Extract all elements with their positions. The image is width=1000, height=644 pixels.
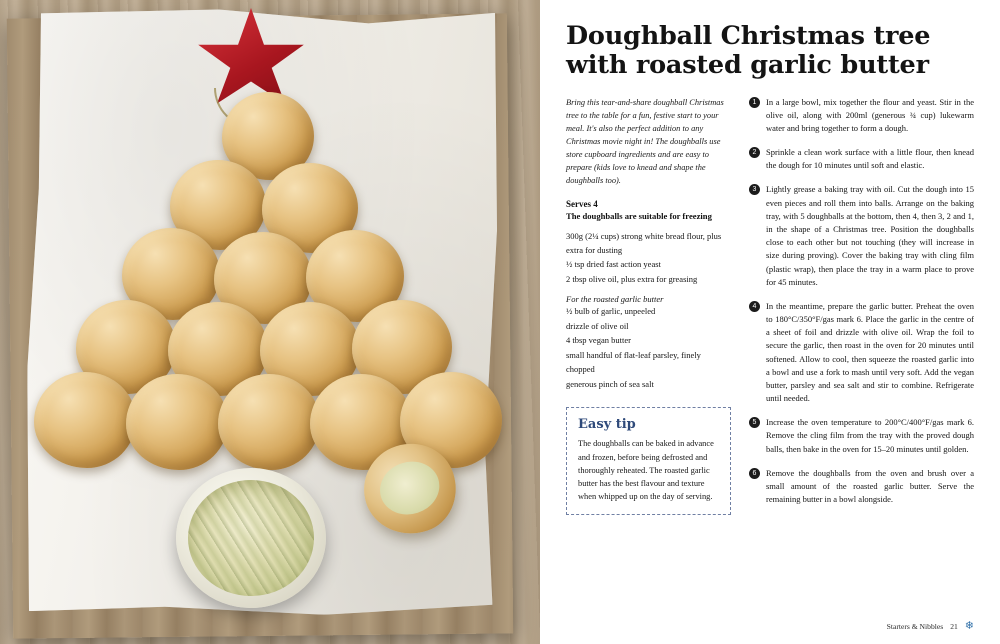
- list-item: 2 tbsp olive oil, plus extra for greasing: [566, 274, 698, 285]
- easy-tip-box: [566, 407, 731, 515]
- snowflake-icon: ❄: [964, 620, 974, 632]
- step-number: 5: [749, 417, 760, 428]
- step-number: 4: [749, 301, 760, 312]
- step-text: Increase the oven temperature to 200°C/400°F/gas mark 6. Remove the cling film from the tray with the proved dough balls, then bake in the oven for 15–20 minutes until golden.: [766, 417, 974, 454]
- list-item: [749, 146, 974, 172]
- ingredients-list: [566, 230, 731, 287]
- step-text: Remove the doughballs from the oven and brush over a small amount of the roasted garlic butter. Serve the remaining butter in a bowl alongside.: [766, 467, 974, 505]
- list-item: [749, 416, 974, 456]
- list-item: drizzle of olive oil: [566, 320, 629, 331]
- step-number: 6: [749, 468, 760, 479]
- list-item: small handful of flat-leaf parsley, finely chopped: [566, 350, 701, 374]
- method-column: [749, 96, 974, 518]
- serves-label: Serves 4: [566, 198, 598, 209]
- freezing-note: The doughballs are suitable for freezing: [566, 210, 712, 221]
- chapter-label: Starters & Nibbles: [886, 622, 944, 631]
- step-number: 2: [749, 147, 760, 158]
- page-number: 21: [950, 622, 958, 631]
- page-title: Doughball Christmas tree with roasted garlic butter: [566, 21, 931, 80]
- step-number: 3: [749, 184, 760, 195]
- recipe-text-page: [540, 0, 1000, 644]
- list-item: [749, 183, 974, 288]
- page-footer: [887, 621, 974, 632]
- garlic-butter-bowl: [176, 468, 326, 608]
- garlic-butter-ingredients-list: [566, 305, 731, 392]
- tip-body: The doughballs can be baked in advance and frozen, before being defrosted and thoroughly reheated. The roasted garlic butter has the best flavour and texture when whipped up on the day of serving.: [578, 439, 714, 501]
- step-text: Sprinkle a clean work surface with a little flour, then knead the dough for 10 minutes until soft and elastic.: [766, 147, 974, 171]
- ingredients-column: [566, 96, 731, 518]
- method-steps: [749, 96, 974, 507]
- step-number: 1: [749, 97, 760, 108]
- recipe-columns: [566, 96, 974, 518]
- doughball: [126, 374, 228, 470]
- list-item: generous pinch of sea salt: [566, 378, 654, 389]
- list-item: [749, 467, 974, 507]
- doughball: [218, 374, 320, 470]
- list-item: 4 tbsp vegan butter: [566, 335, 631, 346]
- step-text: Lightly grease a baking tray with oil. Cut the dough into 15 even pieces and roll them into balls. Arrange on the baking tray, with 5 doughballs at the bottom, then 4, then 3, 2 and 1, in the shape of a Christmas tree. Position the doughballs close to each other but not touching (they will increase in size during proving). Cover the baking tray with cling film (plastic wrap), then place the tray in a warm place to prove for 45 minutes.: [766, 184, 974, 287]
- tip-title: Easy tip: [578, 417, 636, 433]
- list-item: [749, 300, 974, 405]
- garlic-butter-subheading: For the roasted garlic butter: [566, 293, 664, 304]
- step-text: In a large bowl, mix together the flour and yeast. Stir in the olive oil, along with 200ml (generous ¾ cup) lukewarm water and bring together to form a dough.: [766, 96, 974, 133]
- step-text: In the meantime, prepare the garlic butter. Preheat the oven to 180°C/350°F/gas mark 6. Place the garlic in the centre of a sheet of foil and drizzle with olive oil. Wrap the foil to secure the garlic, then roast in the oven for 20 minutes until softened. Allow to cool, then squeeze the roasted garlic into a bowl and use a fork to mash until very soft. Add the vegan butter, parsley and sea salt and stir to combine. Refrigerate until needed.: [766, 300, 974, 404]
- butter-spread: [373, 454, 446, 522]
- doughball: [34, 372, 136, 468]
- list-item: ½ tsp dried fast action yeast: [566, 259, 661, 270]
- list-item: [749, 96, 974, 136]
- list-item: 300g (2¼ cups) strong white bread flour, plus extra for dusting: [566, 230, 722, 255]
- list-item: ½ bulb of garlic, unpeeled: [566, 305, 656, 316]
- garlic-butter: [188, 480, 314, 596]
- recipe-intro: Bring this tear-and-share doughball Christmas tree to the table for a fun, festive start to your meal. It's also the perfect addition to any Christmas movie night in! The doughballs use store cupboard ingredients and are easy to prepare (kids love to knead and shape the doughballs too).: [566, 97, 724, 185]
